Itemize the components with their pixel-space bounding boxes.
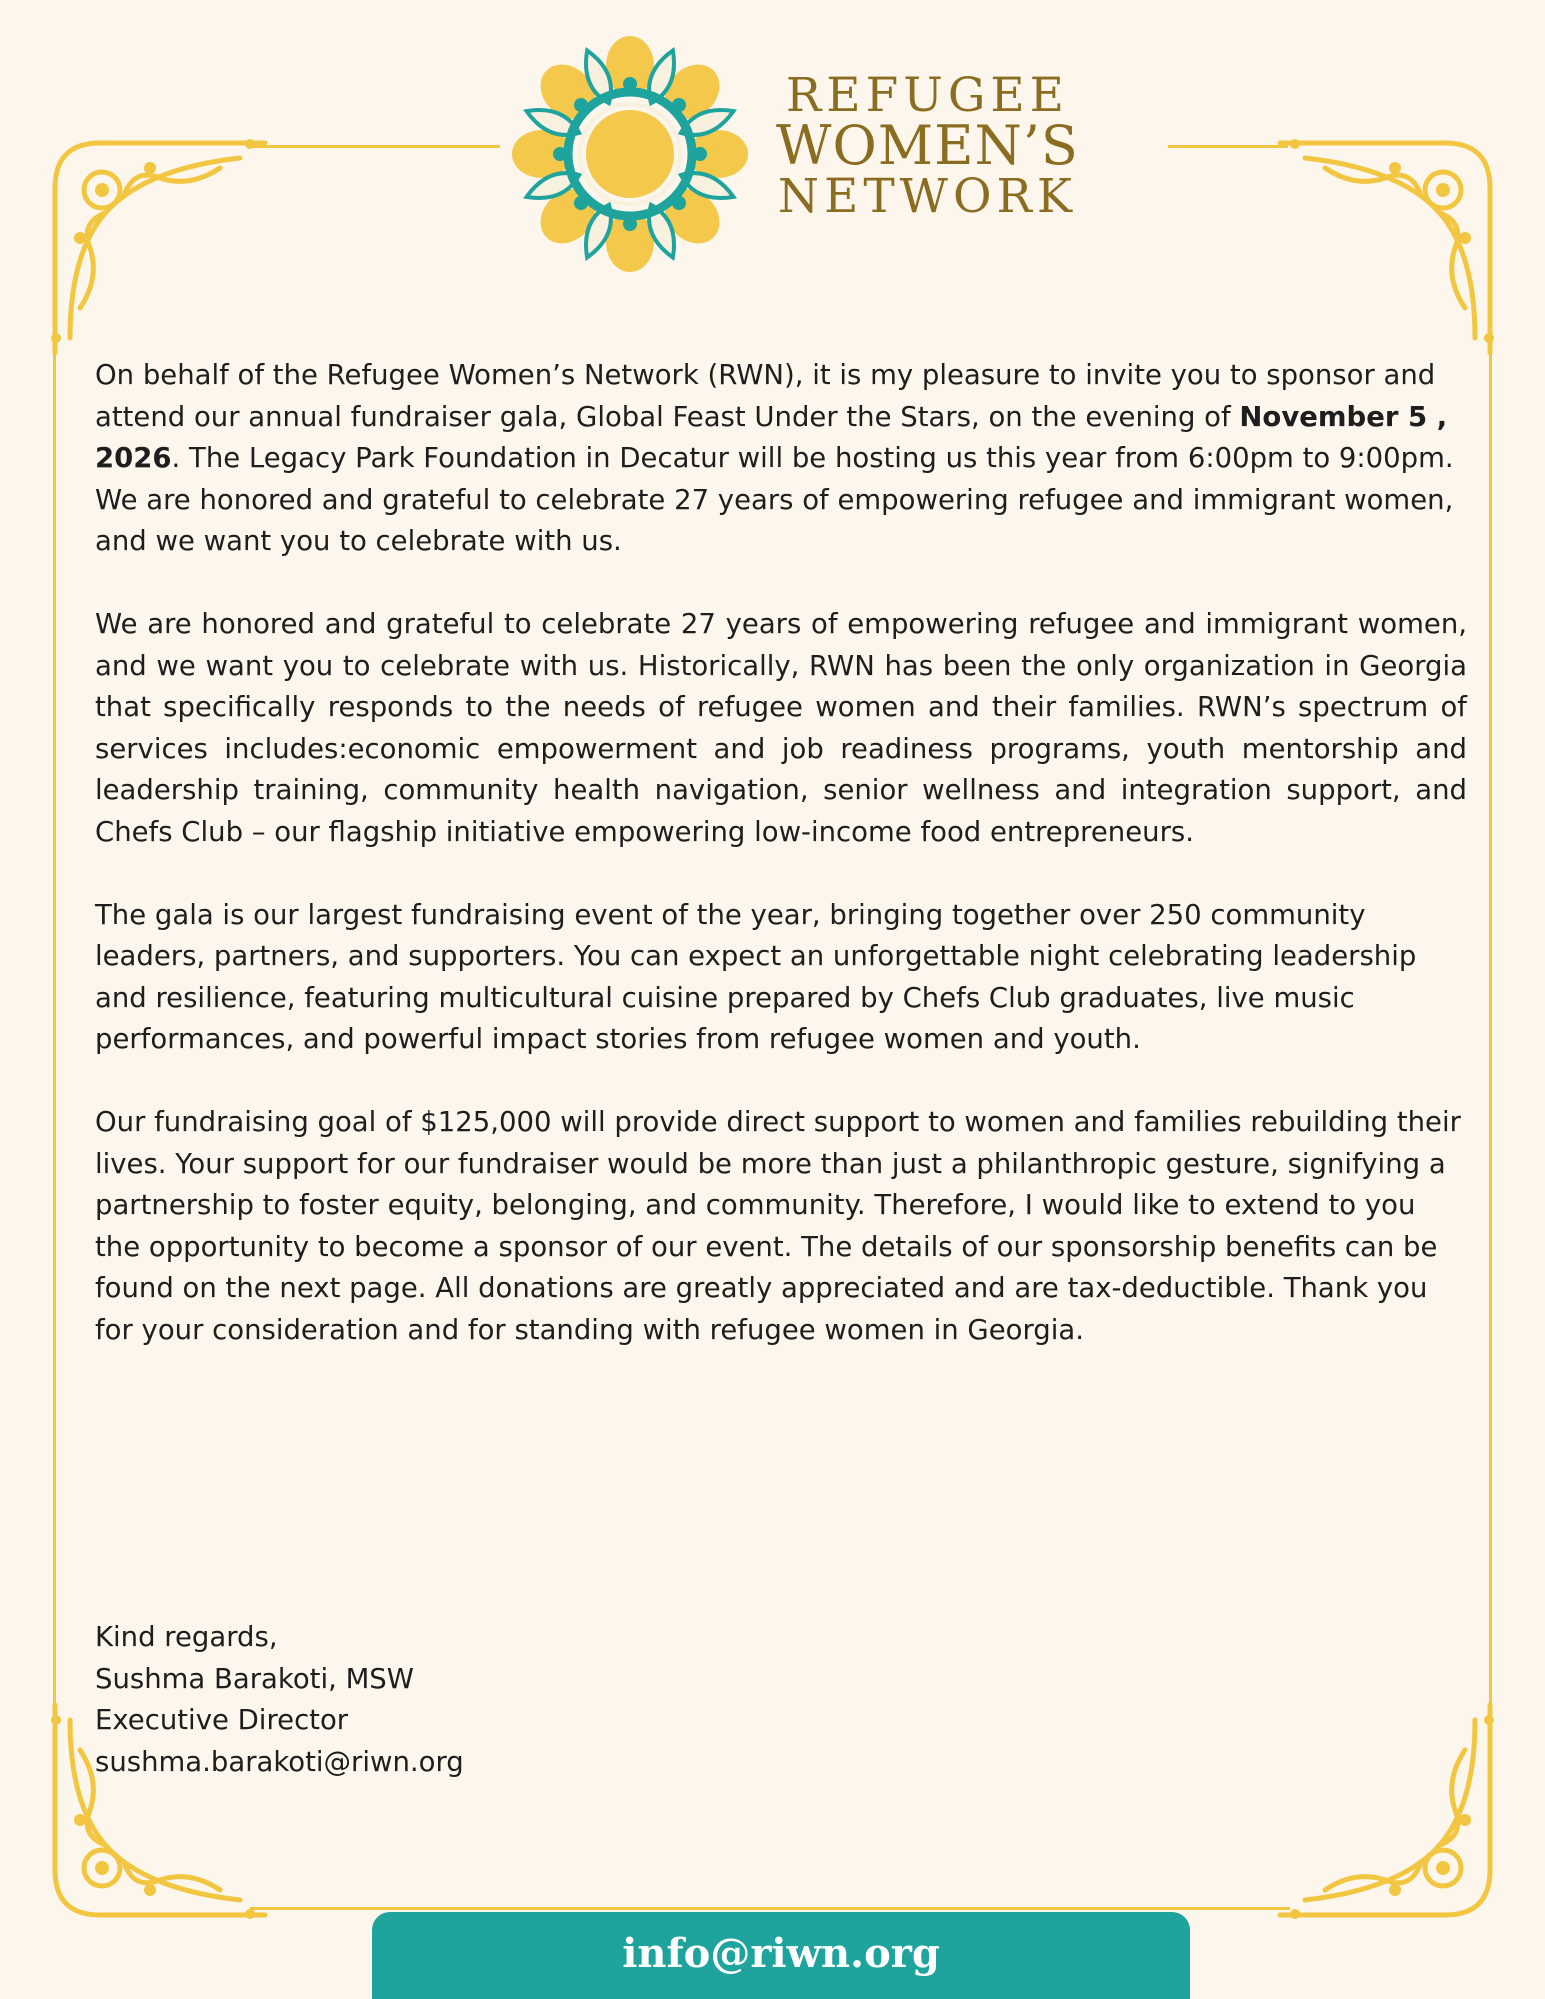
event-date: November 5 , 2026 bbox=[95, 400, 1448, 475]
footer-bar bbox=[372, 1912, 1190, 1999]
ornament-corner-bottom-right-icon bbox=[1275, 1700, 1505, 1930]
paragraph-gala: The gala is our largest fundraising event of the year, bringing together over 250 community leaders, partners, and supporters. You can expect an unforgettable night celebrating leadership and resilience, featuring multicultural cuisine prepared by Chefs Club graduates, live music performances, and powerful impact stories from refugee women and youth. bbox=[95, 898, 1417, 1056]
mandala-flower-logo-icon bbox=[510, 34, 750, 274]
signature-block bbox=[95, 1617, 464, 1783]
signer-email-link[interactable]: sushma.barakoti@riwn.org bbox=[95, 1745, 464, 1778]
letter-body bbox=[95, 355, 1467, 1392]
frame-top-right-line bbox=[1168, 145, 1288, 148]
ornament-corner-top-left-icon bbox=[40, 128, 270, 358]
frame-bottom-line bbox=[250, 1907, 1290, 1910]
paragraph-goal: Our fundraising goal of $125,000 will provide direct support to women and families rebuilding their lives. Your support for our fundraiser would be more than just a philanthropic gesture, signifying a partnership to foster equity, belonging, and community. Therefore, I would like to extend to you the opportunity to become a sponsor of our event. The details of our sponsorship benefits can be found on the next page. All donations are greatly appreciated and are tax-deductible. Thank you for your consideration and for standing with refugee women in Georgia. bbox=[95, 1105, 1461, 1346]
paragraph-history: We are honored and grateful to celebrate 27 years of empowering refugee and immigrant women, and we want you to celebrate with us. Historically, RWN has been the only organization in Georgia that specifically responds to the needs of refugee women and their families. RWN’s spectrum of services includes:economic empowerment and job readiness programs, youth mentorship and leadership training, community health navigation, senior wellness and integration support, and Chefs Club – our flagship initiative empowering low-income food entrepreneurs. bbox=[95, 607, 1467, 848]
paragraph-invitation-lead: On behalf of the Refugee Women’s Network (RWN), it is my pleasure to invite you to sponsor and attend our annual fundraiser gala, Global Feast Under the Stars, on the evening of bbox=[95, 359, 1436, 433]
frame-top-left-line bbox=[250, 145, 500, 148]
ornament-corner-top-right-icon bbox=[1275, 128, 1505, 358]
org-name-line-3: NETWORK bbox=[777, 169, 1078, 224]
closing-text: Kind regards, bbox=[95, 1621, 278, 1653]
org-name-line-2: WOMEN’S bbox=[776, 114, 1079, 177]
paragraph-invitation-rest: . The Legacy Park Foundation in Decatur will be hosting us this year from 6:00pm to 9:00pm. We are honored and grateful to celebrate 27 years of empowering refugee and immigrant women, and we want you to celebrate with us. bbox=[95, 442, 1454, 558]
footer-email-link[interactable]: info@riwn.org bbox=[622, 1930, 940, 1977]
signer-title: Executive Director bbox=[95, 1704, 349, 1737]
frame-left-line bbox=[53, 330, 56, 1710]
signer-name: Sushma Barakoti, MSW bbox=[95, 1662, 414, 1695]
frame-right-line bbox=[1489, 330, 1492, 1710]
paragraph-invitation bbox=[95, 355, 1467, 563]
org-name-line-1: REFUGEE bbox=[785, 68, 1069, 123]
organization-name bbox=[776, 68, 1079, 224]
